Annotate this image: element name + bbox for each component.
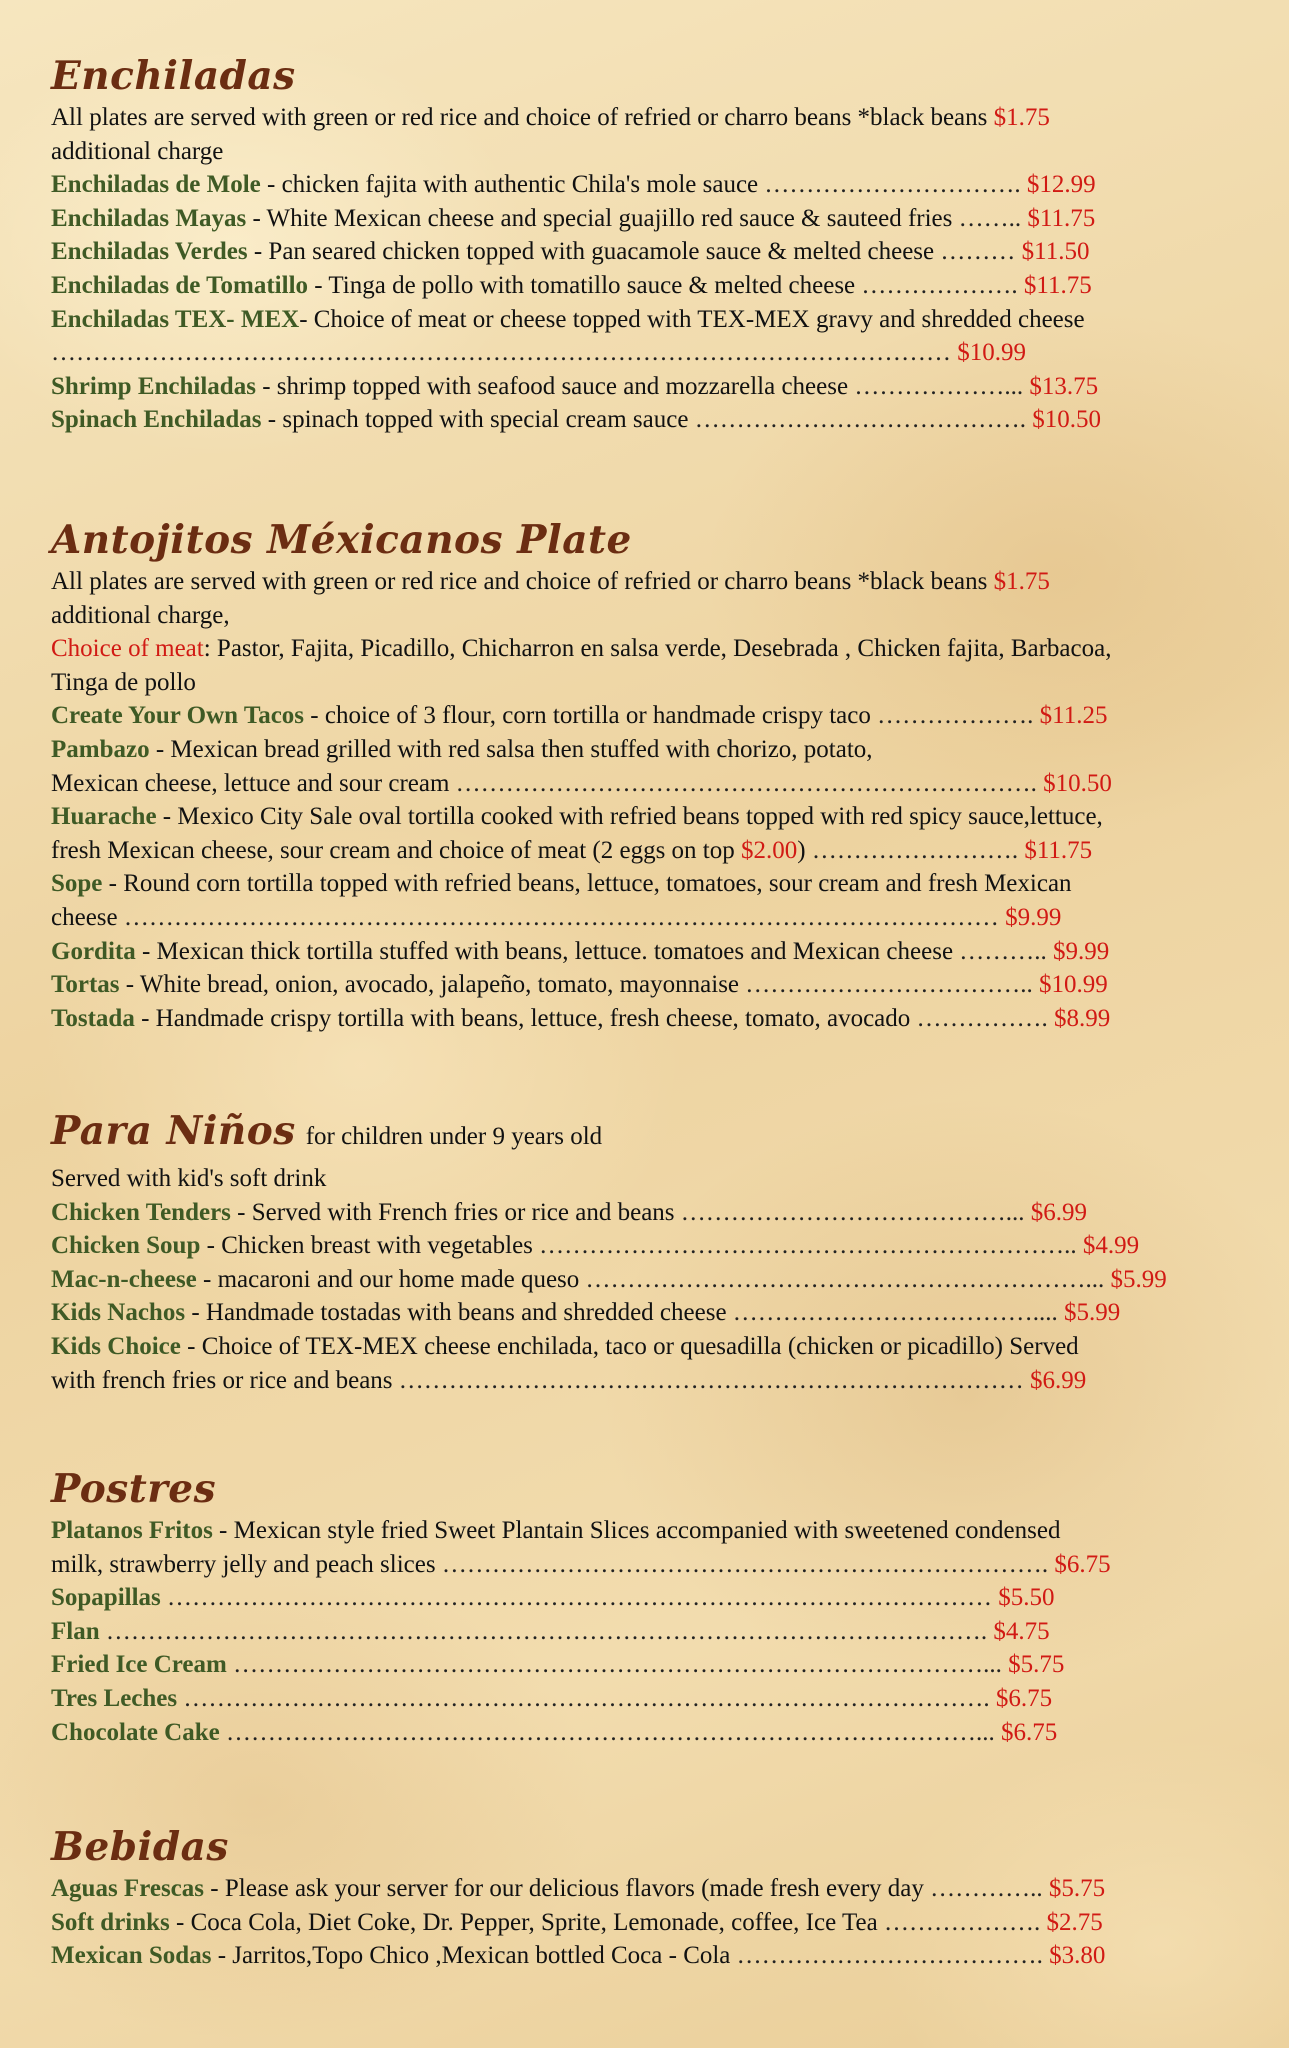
item-name: Tres Leches <box>51 1684 178 1712</box>
item-price: $13.75 <box>1029 372 1099 400</box>
item-name: Sope <box>51 870 103 898</box>
note-text: All plates are served with green or red rice and choice of refried or charro beans *black beans <box>51 568 994 595</box>
item-description: - Mexican bread grilled with red salsa then stuffed with chorizo, potato, <box>149 735 873 763</box>
dot-leader: …………………………….. <box>745 971 1040 999</box>
item-price: $11.50 <box>1021 238 1090 266</box>
item-price: $11.25 <box>1039 702 1108 730</box>
dot-leader: ………………………………………………………………………………... <box>219 1718 1001 1746</box>
item-description: milk, strawberry jelly and peach slices <box>51 1550 442 1578</box>
item-price: $9.99 <box>1053 937 1110 965</box>
dot-leader: ………………. <box>877 702 1040 730</box>
menu-item <box>51 1682 1251 1716</box>
item-name: Flan <box>51 1617 100 1645</box>
section-antojitos <box>51 516 1251 1035</box>
menu-item <box>51 1002 1251 1036</box>
dot-leader: ……………………………………………………….. <box>539 1232 1083 1260</box>
menu-item <box>51 1872 1251 1906</box>
item-price: $11.75 <box>1023 271 1092 299</box>
item-description: - spinach topped with special cream sauce <box>261 406 695 434</box>
item-price: $5.50 <box>998 1584 1055 1612</box>
item-description: - choice of 3 flour, corn tortilla or handmade crispy taco <box>304 702 878 730</box>
item-description: - chicken fajita with authentic Chila's mole sauce <box>260 171 765 199</box>
dot-leader: ………………. <box>861 271 1024 299</box>
dot-leader: ………………………………. <box>736 1942 1050 1970</box>
item-price: $9.99 <box>1005 903 1062 931</box>
dot-leader: ……………………………….... <box>732 1299 1065 1327</box>
section-title <box>51 1107 1251 1161</box>
section-bebidas <box>51 1823 1251 1973</box>
dot-leader: ……………………………………………………... <box>585 1265 1111 1293</box>
menu-item <box>51 1330 1251 1364</box>
menu-item <box>51 235 1251 269</box>
item-name: Enchiladas de Tomatillo <box>51 271 309 299</box>
section-title: Bebidas <box>51 1824 229 1870</box>
menu-item <box>51 403 1251 437</box>
item-name: Tostada <box>51 1004 135 1032</box>
menu-item-continued <box>51 834 1251 868</box>
item-price: $3.80 <box>1049 1942 1106 1970</box>
item-name: Sopapillas <box>51 1584 161 1612</box>
item-name: Fried Ice Cream <box>51 1651 227 1679</box>
dot-leader: ……… <box>940 238 1022 266</box>
item-description: ) <box>797 836 812 864</box>
section-note <box>51 1162 1251 1196</box>
item-price: $10.50 <box>1043 769 1112 797</box>
menu-item-continued <box>51 901 1251 935</box>
menu-item <box>51 1939 1251 1973</box>
section-title-text: Para Niños <box>51 1108 296 1154</box>
menu-item <box>51 1196 1251 1230</box>
item-name: Mexican Sodas <box>51 1942 212 1970</box>
menu-item <box>51 699 1251 733</box>
section-subtitle: for children under 9 years old <box>305 1123 603 1150</box>
item-description: - Mexican style fried Sweet Plantain Slices accompanied with sweetened condensed <box>212 1517 1061 1544</box>
item-price: $10.99 <box>1039 971 1108 999</box>
menu-item <box>51 303 1251 337</box>
item-name: Spinach Enchiladas <box>51 406 262 434</box>
section-note <box>51 599 1251 633</box>
dot-leader: …………………………………... <box>680 1198 1031 1226</box>
item-price: $6.99 <box>1030 1198 1088 1226</box>
item-name: Enchiladas TEX- MEX <box>51 305 300 333</box>
dot-leader: ………………... <box>854 372 1030 400</box>
item-description: - Mexican thick tortilla stuffed with beans, lettuce. tomatoes and Mexican cheese <box>135 937 960 965</box>
dot-leader: ……………………………………………………………. <box>455 769 1044 797</box>
meat-choices <box>51 632 1251 666</box>
section-title: Postres <box>51 1466 217 1512</box>
item-name: Soft drinks <box>51 1908 170 1936</box>
note-price: $1.75 <box>993 104 1050 131</box>
item-name: Huarache <box>51 803 157 831</box>
dot-leader: ……………………………………………………………………………………. <box>177 1684 996 1712</box>
item-name: Enchiladas Mayas <box>51 204 247 232</box>
note-price: $1.75 <box>993 568 1050 595</box>
item-name: Platanos Fritos <box>51 1517 213 1544</box>
item-description: with french fries or rice and beans <box>51 1366 399 1394</box>
item-name: Mac-n-cheese <box>51 1265 197 1293</box>
item-price: $6.75 <box>1000 1718 1058 1746</box>
dot-leader: …………………………………………………………………………………………… <box>123 903 1006 931</box>
section-postres <box>51 1465 1251 1749</box>
item-name: Shrimp Enchiladas <box>51 372 256 400</box>
menu-item <box>51 867 1251 901</box>
dot-leader: ……………………………………………………………………………………………. <box>99 1617 994 1645</box>
menu-item <box>51 1514 1251 1548</box>
item-name: Create Your Own Tacos <box>51 702 305 730</box>
item-price: $10.99 <box>957 339 1026 367</box>
item-name: Enchiladas de Mole <box>51 171 261 199</box>
item-price: $5.75 <box>1008 1651 1065 1679</box>
dot-leader: ………………………………………………………………… <box>398 1366 1031 1394</box>
item-description: - White Mexican cheese and special guajillo red sauce & sauteed fries <box>246 204 959 232</box>
item-price: $5.99 <box>1110 1265 1167 1293</box>
menu-item <box>51 269 1251 303</box>
menu-item-continued <box>51 1364 1251 1398</box>
item-description: Mexican cheese, lettuce and sour cream <box>51 769 456 797</box>
item-name: Pambazo <box>51 735 150 763</box>
item-description: - Tinga de pollo with tomatillo sauce & melted cheese <box>308 271 862 299</box>
item-description: - Round corn tortilla topped with refried beans, lettuce, tomatoes, sour cream and fresh Mexican <box>102 870 1072 898</box>
item-description: - Choice of meat or cheese topped with TEX-MEX gravy and shredded cheese <box>299 305 1085 333</box>
item-description: - Pan seared chicken topped with guacamole sauce & melted cheese <box>247 238 941 266</box>
menu-item <box>51 935 1251 969</box>
item-description: - Handmade crispy tortilla with beans, lettuce, fresh cheese, tomato, avocado <box>134 1004 917 1032</box>
item-description: cheese <box>51 903 124 931</box>
menu-item <box>51 1229 1251 1263</box>
item-price: $6.99 <box>1030 1366 1087 1394</box>
dot-leader: ……………………………………………………………………………………… <box>160 1584 999 1612</box>
menu-item <box>51 168 1251 202</box>
dot-leader: ……………. <box>916 1004 1055 1032</box>
item-description: - Coca Cola, Diet Coke, Dr. Pepper, Sprite, Lemonade, coffee, Ice Tea <box>169 1908 884 1936</box>
dot-leader: …….. <box>958 204 1028 232</box>
dot-leader: ……….. <box>959 937 1054 965</box>
extra-price: $2.00 <box>741 836 798 864</box>
menu-item <box>51 733 1251 767</box>
item-price: $10.50 <box>1032 406 1101 434</box>
note-text: additional charge, <box>51 601 230 629</box>
note-text: additional charge <box>51 137 224 165</box>
item-description: - Handmade tostadas with beans and shredded cheese <box>185 1299 733 1327</box>
item-price: $8.99 <box>1054 1004 1111 1032</box>
note-text: All plates are served with green or red rice and choice of refried or charro beans *black beans <box>51 104 994 131</box>
menu-item <box>51 202 1251 236</box>
item-description: - Choice of TEX-MEX cheese enchilada, taco or quesadilla (chicken or picadillo) Served <box>180 1332 1079 1360</box>
menu-item <box>51 968 1251 1002</box>
item-price: $12.99 <box>1026 171 1096 199</box>
section-note <box>51 101 1251 135</box>
item-price: $11.75 <box>1027 204 1096 232</box>
item-description: - Served with French fries or rice and beans <box>230 1198 681 1226</box>
item-price: $2.75 <box>1046 1908 1103 1936</box>
menu-item <box>51 1906 1251 1940</box>
dot-leader: …………………………………. <box>694 406 1033 434</box>
item-price: $4.75 <box>993 1617 1050 1645</box>
meat-list: : Pastor, Fajita, Picadillo, Chicharron en salsa verde, Desebrada , Chicken fajita, Barbacoa, <box>203 635 1112 663</box>
section-note <box>51 565 1251 599</box>
item-description: - Please ask your server for our delicious flavors (made fresh every day <box>204 1875 931 1902</box>
item-name: Tortas <box>51 971 120 999</box>
item-price: $5.75 <box>1048 1875 1106 1902</box>
note-text: Served with kid's soft drink <box>51 1165 327 1192</box>
item-price: $11.75 <box>1024 836 1093 864</box>
dot-leader: ………………………………………………………………………………... <box>226 1651 1009 1679</box>
item-description: - Mexico City Sale oval tortilla cooked with refried beans topped with red spicy sauce,lettuce, <box>156 803 1103 831</box>
item-name: Kids Choice <box>51 1332 181 1360</box>
item-name: Enchiladas Verdes <box>51 238 248 266</box>
menu-item-continued <box>51 1548 1251 1582</box>
item-name: Chicken Tenders <box>51 1198 231 1226</box>
item-price: $6.75 <box>1054 1550 1111 1578</box>
item-price: $5.99 <box>1064 1299 1121 1327</box>
meat-list: Tinga de pollo <box>51 668 196 696</box>
menu-item-continued <box>51 336 1251 370</box>
menu-item <box>51 800 1251 834</box>
item-description: - macaroni and our home made queso <box>196 1265 586 1293</box>
section-title: Antojitos Méxicanos Plate <box>51 517 632 563</box>
section-ninos <box>51 1107 1251 1397</box>
dot-leader: ………………. <box>883 1908 1047 1936</box>
item-description: fresh Mexican cheese, sour cream and choice of meat (2 eggs on top <box>51 836 742 864</box>
item-name: Aguas Frescas <box>51 1875 205 1902</box>
item-description: - shrimp topped with seafood sauce and mozzarella cheese <box>255 372 855 400</box>
section-note <box>51 135 1251 169</box>
menu-item-continued <box>51 767 1251 801</box>
menu-item <box>51 1581 1251 1615</box>
item-name: Kids Nachos <box>51 1299 186 1327</box>
menu-item <box>51 1296 1251 1330</box>
dot-leader: ……………………………………………………………………………………………… <box>51 339 958 367</box>
item-name: Chocolate Cake <box>51 1718 220 1746</box>
item-price: $6.75 <box>995 1684 1053 1712</box>
item-price: $4.99 <box>1082 1232 1140 1260</box>
item-name: Chicken Soup <box>51 1232 201 1260</box>
menu-item <box>51 1648 1251 1682</box>
menu-item <box>51 370 1251 404</box>
meat-choices-continued <box>51 666 1251 700</box>
menu-item <box>51 1615 1251 1649</box>
menu-item <box>51 1263 1251 1297</box>
section-title: Enchiladas <box>51 53 296 99</box>
dot-leader: …………………………. <box>764 171 1027 199</box>
dot-leader: ……………………. <box>811 836 1025 864</box>
section-enchiladas <box>51 52 1251 437</box>
item-description: - Jarritos,Topo Chico ,Mexican bottled Coca - Cola <box>211 1942 737 1970</box>
item-description: - White bread, onion, avocado, jalapeño, tomato, mayonnaise <box>119 971 746 999</box>
menu-item <box>51 1716 1251 1750</box>
item-description: - Chicken breast with vegetables <box>200 1232 540 1260</box>
meat-label: Choice of meat <box>51 635 204 663</box>
dot-leader: ………………………………………………………………. <box>441 1550 1055 1578</box>
item-name: Gordita <box>51 937 136 965</box>
dot-leader: ………….. <box>930 1875 1049 1902</box>
